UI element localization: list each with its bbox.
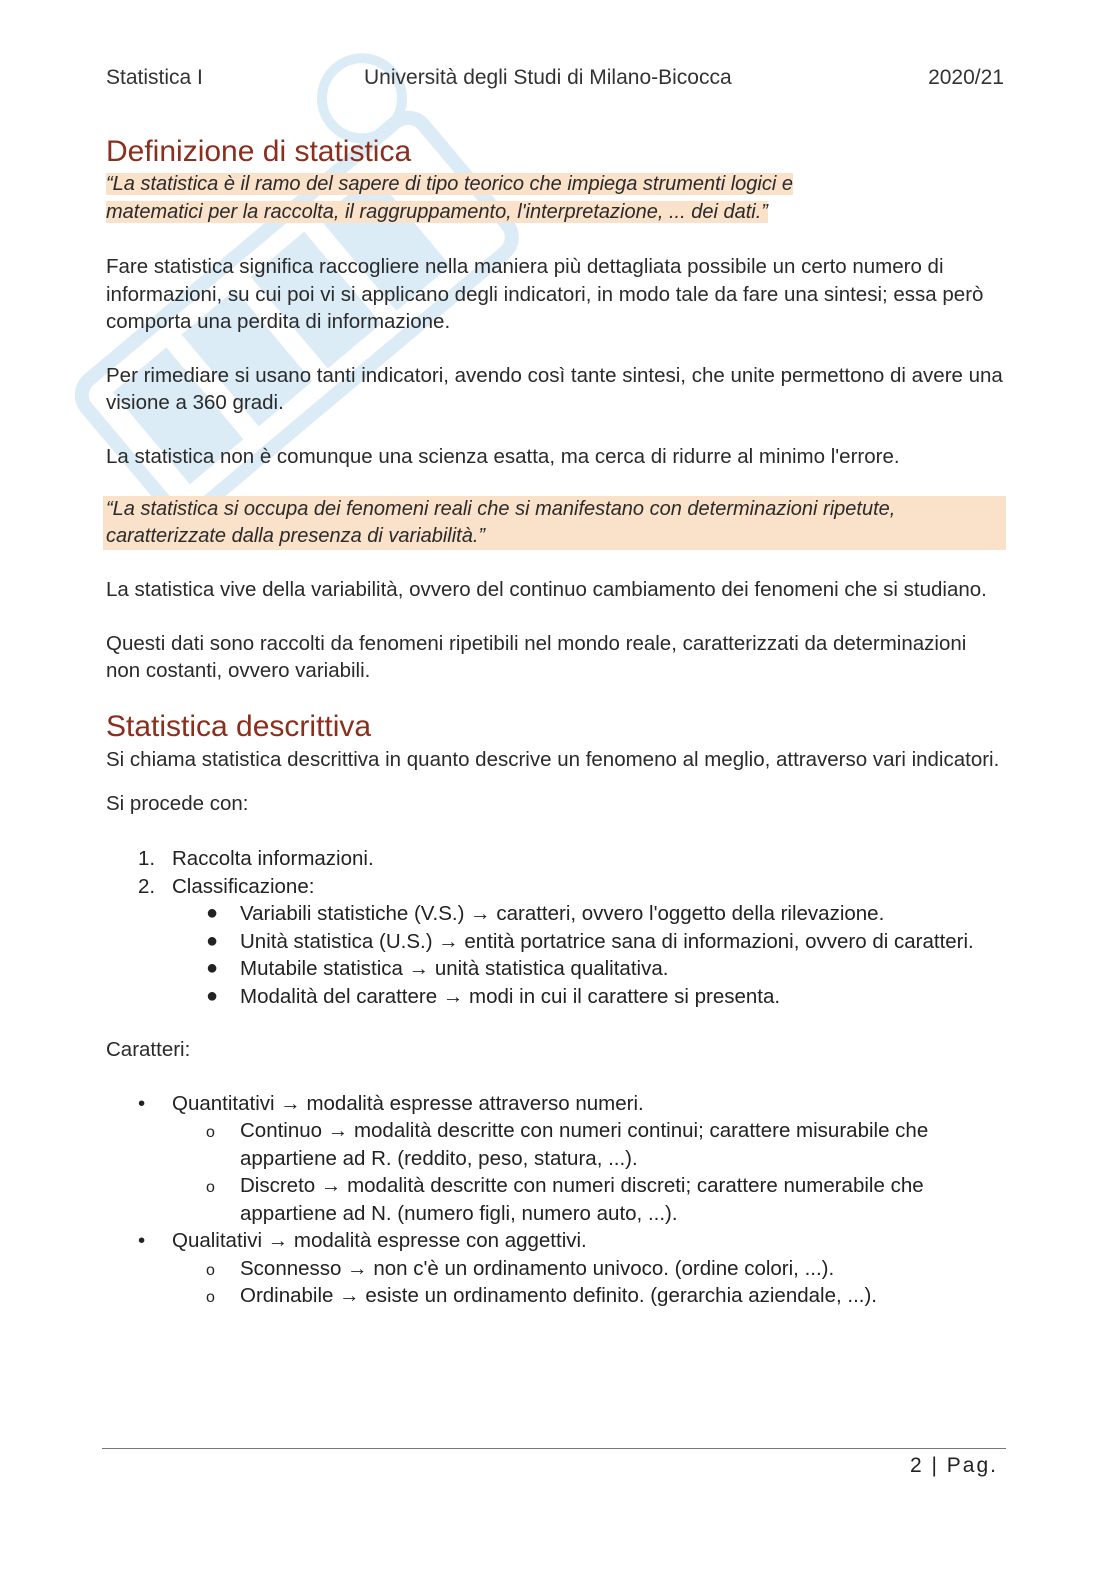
main-content: [106, 134, 1006, 1310]
circle-bullet-icon: o: [206, 1124, 215, 1141]
bullet-icon: ●: [206, 957, 219, 979]
list-item: 2. Classificazione:: [138, 874, 315, 898]
list-item: ● Variabili statistiche (V.S.) → caratteri, ovvero l'oggetto della rilevazione.: [106, 900, 1006, 928]
list-item: o Discreto → modalità descritte con numeri discreti; carattere numerabile che appartiene ad N. (numero figli, numero auto, ...).: [206, 1174, 924, 1225]
paragraph: Si chiama statistica descrittiva in quanto descrive un fenomeno al meglio, attraverso vari indicatori.: [106, 747, 1000, 771]
circle-bullet-icon: o: [206, 1289, 215, 1306]
circle-bullet-icon: o: [206, 1179, 215, 1196]
bullet-icon: •: [138, 1091, 146, 1115]
page-number: 2 | Pag.: [909, 1454, 998, 1477]
paragraph: Fare statistica significa raccogliere nella maniera più dettagliata possibile un certo numero di informazioni, su cui poi vi si applicano degli indicatori, in modo tale da fare una sintesi; essa però comporta una perdita di informazione.: [106, 255, 984, 333]
header-course: Statistica I: [106, 66, 203, 89]
quote-variability: “La statistica si occupa dei fenomeni reali che si manifestano con determinazioni ripetute, caratterizzate dalla presenza di variabilità.”: [103, 496, 1006, 550]
list-item: • Quantitativi → modalità espresse attraverso numeri. o Continuo → modalità descritte con numeri continui; carattere misurabile che appartiene ad R. (reddito, peso, statura, ...). o Discreto → modalità descritte con numeri discreti; carattere numerabile che appartiene ad N. (numero figli, numero auto, ...).: [106, 1090, 1006, 1228]
header-university: Università degli Studi di Milano-Bicocca: [364, 66, 732, 89]
list-item: o Ordinabile → esiste un ordinamento definito. (gerarchia aziendale, ...).: [172, 1282, 1006, 1310]
page-header: [106, 66, 1004, 94]
paragraph: La statistica non è comunque una scienza esatta, ma cerca di ridurre al minimo l'errore.: [106, 444, 900, 468]
paragraph: La statistica vive della variabilità, ovvero del continuo cambiamento dei fenomeni che si studiano.: [106, 578, 987, 601]
classification-bullets: [106, 900, 1006, 1010]
quote-definition: [106, 170, 1006, 226]
bullet-icon: ●: [206, 902, 219, 924]
paragraph: Per rimediare si usano tanti indicatori, avendo così tante sintesi, che unite permettono di avere una visione a 360 gradi.: [106, 363, 1003, 414]
circle-bullet-icon: o: [206, 1261, 215, 1279]
header-year: 2020/21: [928, 66, 1004, 89]
bullet-icon: ●: [206, 984, 219, 1007]
list-item: ● Modalità del carattere → modi in cui il carattere si presenta.: [106, 983, 1006, 1011]
list-item: ● Mutabile statistica → unità statistica qualitativa.: [106, 955, 1006, 983]
section-title-definizione: Definizione di statistica: [106, 135, 412, 168]
bullet-icon: ●: [206, 929, 219, 952]
caratteri-list: [106, 1090, 1006, 1310]
paragraph: Questi dati sono raccolti da fenomeni ripetibili nel mondo reale, caratterizzati da determinazioni non costanti, ovvero variabili.: [106, 631, 967, 682]
list-item: ● Unità statistica (U.S.) → entità portatrice sana di informazioni, ovvero di caratteri.: [106, 928, 1006, 956]
bullet-icon: •: [138, 1229, 146, 1252]
list-item: o Sconnesso → non c'è un ordinamento univoco. (ordine colori, ...).: [172, 1255, 1006, 1283]
footer-divider: [102, 1448, 1006, 1449]
section-title-descrittiva: Statistica descrittiva: [106, 709, 372, 743]
steps-list: [106, 845, 1006, 900]
list-item: o Continuo → modalità descritte con numeri continui; carattere misurabile che appartiene ad R. (reddito, peso, statura, ...).: [206, 1119, 929, 1170]
sub-list: [172, 1117, 1006, 1227]
caratteri-label: Caratteri:: [106, 1038, 191, 1061]
sub-list: [172, 1255, 1006, 1310]
list-item: • Qualitativi → modalità espresse con aggettivi. o Sconnesso → non c'è un ordinamento univoco. (ordine colori, ...). o Ordinabile → esiste un ordinamento definito. (gerarchia aziendale, ...).: [106, 1227, 1006, 1310]
list-item: 1. Raccolta informazioni.: [138, 847, 374, 870]
quote-line-2: matematici per la raccolta, il raggruppamento, l'interpretazione, ... dei dati.”: [106, 201, 768, 223]
quote-line-1: “La statistica è il ramo del sapere di tipo teorico che impiega strumenti logici e: [106, 173, 793, 195]
paragraph: Si procede con:: [106, 791, 249, 815]
